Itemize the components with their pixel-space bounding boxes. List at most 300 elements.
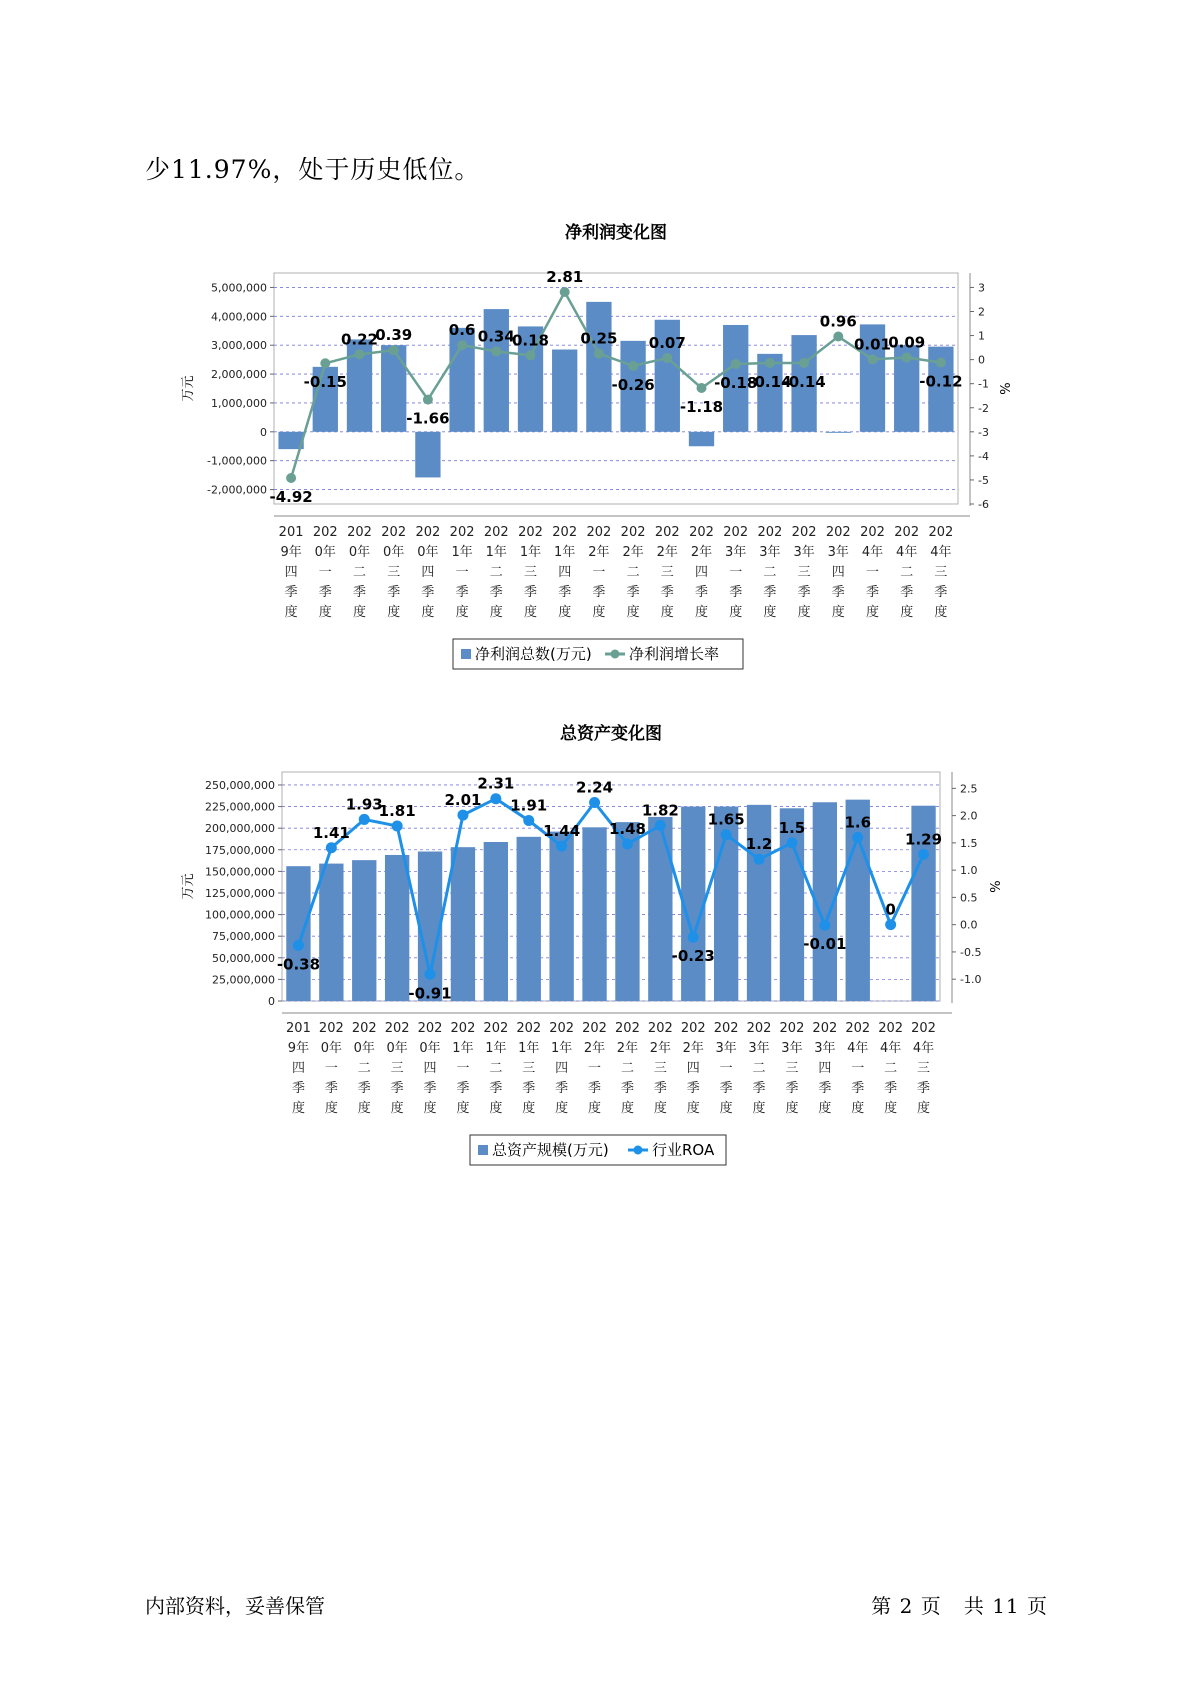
- y2-axis-label: %: [999, 382, 1014, 395]
- x-tick-label: 1年: [485, 1041, 507, 1056]
- total-assets-chart-container: [0, 715, 1191, 1179]
- bar: [381, 345, 406, 432]
- x-tick-label: 202: [723, 525, 749, 540]
- line-point: [594, 349, 604, 359]
- x-tick-label: 度: [934, 605, 948, 620]
- x-tick-label: 三: [390, 1061, 404, 1076]
- data-label: 0: [885, 900, 896, 919]
- x-tick-label: 度: [558, 605, 572, 620]
- x-tick-label: 季: [324, 1081, 338, 1096]
- data-label: 1.65: [707, 810, 745, 829]
- line-point: [799, 358, 809, 368]
- net-profit-chart: [0, 220, 1191, 680]
- data-label: 1.41: [312, 823, 350, 842]
- x-tick-label: 三: [797, 565, 811, 580]
- x-tick-label: 9年: [287, 1041, 310, 1056]
- x-tick-label: 4年: [912, 1041, 935, 1056]
- data-label: 0.96: [819, 312, 857, 331]
- total-assets-chart: [0, 715, 1191, 1175]
- y2-tick-label: 1.0: [960, 864, 978, 878]
- x-tick-label: 度: [900, 605, 914, 620]
- line-point: [868, 354, 878, 364]
- x-tick-label: 度: [387, 605, 401, 620]
- x-tick-label: 度: [522, 1101, 536, 1116]
- footer-total-unit: 页: [1027, 1594, 1048, 1618]
- line-point: [326, 842, 337, 853]
- x-tick-label: 2年: [622, 545, 644, 560]
- x-tick-label: 度: [456, 1101, 470, 1116]
- data-label: 1.6: [844, 813, 872, 832]
- footer-page-number: 2: [899, 1594, 914, 1618]
- x-tick-label: 0年: [320, 1041, 342, 1056]
- x-tick-label: 季: [900, 585, 914, 600]
- x-tick-label: 度: [763, 605, 777, 620]
- data-label: 2.01: [444, 791, 482, 810]
- data-label: -1.66: [406, 409, 450, 428]
- legend: [470, 1135, 726, 1165]
- line-point: [731, 359, 741, 369]
- y2-tick-label: -1.0: [960, 973, 982, 987]
- x-tick-label: 一: [455, 565, 469, 580]
- x-tick-label: 一: [729, 565, 743, 580]
- bar: [319, 864, 343, 1001]
- x-tick-label: 二: [352, 565, 367, 580]
- x-tick-label: 4年: [880, 1041, 902, 1056]
- x-tick-label: 202: [845, 1021, 871, 1036]
- x-tick-label: 季: [456, 1081, 470, 1096]
- x-tick-label: 度: [797, 605, 811, 620]
- x-tick-label: 2年: [690, 545, 713, 560]
- y-tick-label: 75,000,000: [212, 930, 275, 944]
- x-tick-label: 1年: [485, 545, 507, 560]
- line-point: [293, 940, 304, 951]
- x-tick-label: 季: [797, 585, 811, 600]
- x-tick-label: 202: [860, 525, 885, 540]
- y-tick-label: 175,000,000: [205, 843, 275, 857]
- x-tick-label: 2年: [583, 1041, 606, 1056]
- data-label: 0.22: [340, 330, 379, 349]
- x-tick-label: 202: [689, 525, 714, 540]
- x-tick-label: 季: [423, 1081, 437, 1096]
- x-tick-label: 0年: [386, 1041, 408, 1056]
- x-tick-label: 季: [851, 1081, 865, 1096]
- x-tick-label: 二: [763, 565, 777, 580]
- y-tick-label: 150,000,000: [205, 865, 275, 879]
- data-label: -0.15: [303, 373, 347, 392]
- y-tick-label: -2,000,000: [207, 483, 267, 497]
- x-tick-label: 季: [352, 585, 367, 600]
- x-tick-label: 202: [680, 1021, 706, 1036]
- x-tick-label: 季: [785, 1081, 799, 1096]
- x-tick-label: 202: [483, 1021, 509, 1036]
- x-tick-label: 4年: [847, 1041, 869, 1056]
- x-tick-label: 度: [555, 1101, 569, 1116]
- x-tick-label: 四: [686, 1061, 700, 1076]
- data-label: 0.39: [375, 326, 413, 345]
- x-tick-label: 202: [713, 1021, 739, 1036]
- x-tick-label: 度: [421, 605, 435, 620]
- x-tick-label: 202: [516, 1021, 542, 1036]
- y2-tick-label: 1: [978, 329, 985, 343]
- x-tick-label: 度: [729, 605, 743, 620]
- x-tick-label: 度: [626, 605, 640, 620]
- x-tick-label: 202: [415, 525, 441, 540]
- line-point: [423, 395, 433, 405]
- x-tick-label: 1年: [451, 545, 473, 560]
- x-tick-label: 2年: [616, 1041, 639, 1056]
- line-point: [457, 810, 468, 821]
- x-tick-label: 202: [351, 1021, 377, 1036]
- line-point: [359, 814, 370, 825]
- line-point: [425, 969, 436, 980]
- line-point: [392, 820, 403, 831]
- x-tick-label: 二: [357, 1061, 371, 1076]
- bar: [451, 847, 475, 1001]
- bar: [415, 432, 440, 478]
- x-tick-label: 季: [390, 1081, 404, 1096]
- y-axis-label: 万元: [181, 375, 196, 402]
- footer-page-prefix: 第: [871, 1594, 893, 1618]
- x-tick-label: 二: [900, 565, 914, 580]
- x-tick-label: 季: [455, 585, 469, 600]
- x-tick-label: 季: [653, 1081, 667, 1096]
- x-tick-label: 季: [523, 585, 538, 600]
- x-tick-label: 季: [387, 585, 401, 600]
- x-tick-label: 季: [284, 585, 298, 600]
- x-tick-label: 季: [818, 1081, 832, 1096]
- x-tick-label: 二: [752, 1061, 766, 1076]
- x-tick-label: 0年: [314, 545, 336, 560]
- y2-axis-label: %: [989, 880, 1004, 893]
- bar: [648, 817, 672, 1001]
- line-point: [902, 352, 912, 362]
- line-point: [754, 854, 765, 865]
- x-tick-label: 一: [324, 1061, 338, 1076]
- x-tick-label: 三: [387, 565, 401, 580]
- x-tick-label: 202: [312, 525, 338, 540]
- legend-line-label: 净利润增长率: [629, 645, 720, 663]
- x-tick-label: 度: [423, 1101, 437, 1116]
- x-tick-label: 202: [449, 525, 475, 540]
- x-tick-label: 季: [522, 1081, 536, 1096]
- y-tick-label: 2,000,000: [211, 368, 267, 382]
- line-point: [389, 345, 399, 355]
- x-tick-label: 202: [894, 525, 920, 540]
- data-label: 1.5: [778, 818, 806, 837]
- x-tick-label: 季: [917, 1081, 931, 1096]
- x-tick-label: 201: [286, 1021, 311, 1036]
- x-tick-label: 度: [455, 605, 469, 620]
- x-tick-label: 季: [660, 585, 674, 600]
- x-tick-label: 度: [357, 1101, 371, 1116]
- data-label: -0.14: [782, 372, 826, 391]
- y-tick-label: 1,000,000: [211, 396, 267, 410]
- chart-title: 净利润变化图: [565, 223, 667, 243]
- y2-tick-label: -0.5: [960, 945, 982, 959]
- x-tick-label: 四: [423, 1061, 437, 1076]
- x-tick-label: 季: [752, 1081, 766, 1096]
- legend-line-label: 行业ROA: [652, 1141, 715, 1159]
- x-tick-label: 季: [489, 1081, 503, 1096]
- x-tick-label: 202: [615, 1021, 640, 1036]
- line-point: [697, 383, 707, 393]
- x-tick-label: 3年: [748, 1041, 770, 1056]
- x-tick-label: 0年: [417, 545, 439, 560]
- x-tick-label: 202: [779, 1021, 805, 1036]
- x-tick-label: 0年: [353, 1041, 375, 1056]
- data-label: 0.34: [477, 327, 515, 346]
- y2-tick-label: -3: [978, 425, 989, 439]
- x-tick-label: 度: [851, 1101, 865, 1116]
- x-tick-label: 3年: [759, 545, 781, 560]
- data-label: 0.6: [448, 321, 476, 340]
- y2-tick-label: 2: [978, 305, 985, 319]
- x-tick-label: 季: [729, 585, 743, 600]
- y2-tick-label: 3: [978, 281, 985, 295]
- x-tick-label: 度: [785, 1101, 799, 1116]
- x-tick-label: 1年: [519, 545, 542, 560]
- y-tick-label: 250,000,000: [205, 778, 275, 792]
- x-tick-label: 度: [390, 1101, 404, 1116]
- x-tick-label: 度: [352, 605, 367, 620]
- x-tick-label: 季: [694, 585, 709, 600]
- line-point: [491, 346, 501, 356]
- data-label: -0.01: [803, 935, 847, 954]
- data-label: -4.92: [269, 488, 313, 507]
- data-label: 1.91: [510, 796, 548, 815]
- y-tick-label: -1,000,000: [207, 454, 267, 468]
- x-tick-label: 季: [763, 585, 777, 600]
- x-tick-label: 二: [489, 1061, 503, 1076]
- data-label: 1.2: [745, 835, 773, 854]
- net-profit-chart-container: [0, 220, 1191, 684]
- x-tick-label: 202: [582, 1021, 607, 1036]
- x-tick-label: 季: [357, 1081, 371, 1096]
- y-tick-label: 50,000,000: [212, 951, 275, 965]
- x-tick-label: 度: [620, 1101, 634, 1116]
- bar: [385, 855, 409, 1001]
- y2-tick-label: -2: [978, 401, 989, 415]
- line-point: [688, 932, 699, 943]
- x-tick-label: 0年: [348, 545, 371, 560]
- y2-tick-label: 2.5: [960, 782, 978, 796]
- x-tick-label: 202: [647, 1021, 673, 1036]
- line-point: [765, 358, 775, 368]
- x-tick-label: 1年: [551, 1041, 573, 1056]
- y2-tick-label: -4: [978, 449, 989, 463]
- x-tick-label: 三: [653, 1061, 667, 1076]
- x-tick-label: 202: [347, 525, 372, 540]
- line-point: [819, 920, 830, 931]
- x-tick-label: 四: [558, 565, 572, 580]
- y-axis-label: 万元: [181, 873, 196, 900]
- bar: [552, 350, 577, 432]
- x-tick-label: 201: [278, 525, 304, 540]
- x-tick-label: 202: [552, 525, 578, 540]
- x-tick-label: 四: [818, 1061, 832, 1076]
- x-tick-label: 202: [928, 525, 954, 540]
- line-point: [833, 332, 843, 342]
- line-point: [655, 820, 666, 831]
- x-tick-label: 度: [284, 605, 298, 620]
- footer-page-unit: 页: [920, 1594, 942, 1618]
- data-label: -0.91: [408, 984, 452, 1003]
- line-point: [628, 361, 638, 371]
- bar: [780, 808, 804, 1001]
- x-tick-label: 202: [417, 1021, 443, 1036]
- x-tick-label: 3年: [715, 1041, 737, 1056]
- y2-tick-label: 1.5: [960, 836, 978, 850]
- x-tick-label: 季: [620, 1081, 634, 1096]
- y2-tick-label: 0.0: [960, 918, 978, 932]
- line-point: [662, 353, 672, 363]
- x-tick-label: 202: [825, 525, 851, 540]
- x-tick-label: 一: [592, 565, 606, 580]
- data-label: 0.25: [580, 329, 618, 348]
- bar: [352, 860, 376, 1001]
- line-point: [721, 829, 732, 840]
- data-label: 0.18: [511, 331, 550, 350]
- x-tick-label: 度: [523, 605, 538, 620]
- x-tick-label: 一: [456, 1061, 470, 1076]
- bar: [286, 866, 310, 1001]
- x-tick-label: 四: [831, 565, 845, 580]
- footer-total-prefix: 共: [963, 1594, 985, 1618]
- data-label: -0.26: [611, 375, 655, 394]
- y-tick-label: 4,000,000: [211, 310, 267, 324]
- x-tick-label: 度: [653, 1101, 667, 1116]
- data-label: 1.29: [905, 830, 943, 849]
- data-label: 0.01: [853, 335, 892, 354]
- data-label: -0.14: [748, 372, 792, 391]
- data-label: 1.81: [378, 801, 416, 820]
- y2-tick-label: -1: [978, 377, 989, 391]
- x-tick-label: 202: [791, 525, 817, 540]
- line-point: [523, 815, 534, 826]
- data-label: -0.23: [671, 947, 715, 966]
- line-point: [786, 837, 797, 848]
- line-point: [286, 473, 296, 483]
- legend-bar-label: 总资产规模(万元): [492, 1141, 609, 1159]
- bar: [586, 302, 611, 432]
- line-point: [918, 849, 929, 860]
- data-label: 0.07: [648, 333, 686, 352]
- data-label: -1.18: [679, 398, 724, 417]
- x-tick-label: 202: [654, 525, 680, 540]
- x-tick-label: 度: [291, 1101, 305, 1116]
- x-tick-label: 度: [592, 605, 606, 620]
- data-label: 1.82: [641, 801, 679, 820]
- x-tick-label: 季: [831, 585, 845, 600]
- x-tick-label: 202: [812, 1021, 838, 1036]
- x-tick-label: 季: [719, 1081, 733, 1096]
- y2-tick-label: 0: [978, 353, 985, 367]
- x-tick-label: 202: [518, 525, 543, 540]
- x-tick-label: 9年: [280, 545, 302, 560]
- x-tick-label: 四: [421, 565, 435, 580]
- footer-confidential-note: 内部资料，妥善保管: [145, 1594, 325, 1618]
- x-tick-label: 三: [523, 565, 538, 580]
- x-tick-label: 202: [878, 1021, 904, 1036]
- x-tick-label: 度: [588, 1101, 602, 1116]
- line-point: [885, 919, 896, 930]
- line-point: [560, 287, 570, 297]
- line-point: [556, 841, 567, 852]
- bar: [689, 432, 714, 446]
- y2-tick-label: 2.0: [960, 809, 978, 823]
- x-tick-label: 四: [555, 1061, 569, 1076]
- x-tick-label: 4年: [861, 545, 884, 560]
- data-label: 1.48: [608, 819, 646, 838]
- bar: [582, 827, 606, 1001]
- x-tick-label: 度: [865, 605, 880, 620]
- y2-tick-label: -5: [978, 473, 989, 487]
- line-point: [490, 793, 501, 804]
- x-tick-label: 度: [660, 605, 674, 620]
- bar: [549, 832, 573, 1001]
- x-tick-label: 1年: [452, 1041, 474, 1056]
- x-tick-label: 三: [785, 1061, 799, 1076]
- x-tick-label: 季: [318, 585, 332, 600]
- x-tick-label: 202: [620, 525, 646, 540]
- x-tick-label: 度: [489, 605, 503, 620]
- x-tick-label: 一: [318, 565, 332, 580]
- x-tick-label: 4年: [896, 545, 918, 560]
- x-tick-label: 202: [483, 525, 509, 540]
- x-tick-label: 度: [489, 1101, 503, 1116]
- x-tick-label: 202: [757, 525, 783, 540]
- x-tick-label: 三: [934, 565, 948, 580]
- y-tick-label: 25,000,000: [212, 973, 275, 987]
- x-tick-label: 二: [884, 1061, 898, 1076]
- line-point: [320, 358, 330, 368]
- x-tick-label: 度: [318, 605, 332, 620]
- y-tick-label: 3,000,000: [211, 339, 267, 353]
- footer-total-number: 11: [992, 1594, 1020, 1618]
- x-tick-label: 度: [719, 1101, 733, 1116]
- data-label: 2.81: [546, 268, 584, 287]
- x-tick-label: 2年: [682, 1041, 704, 1056]
- x-tick-label: 一: [865, 565, 880, 580]
- x-tick-label: 3年: [725, 545, 747, 560]
- x-tick-label: 3年: [814, 1041, 836, 1056]
- x-tick-label: 202: [384, 1021, 410, 1036]
- x-tick-label: 3年: [781, 1041, 803, 1056]
- x-tick-label: 季: [934, 585, 948, 600]
- x-tick-label: 季: [421, 585, 435, 600]
- x-tick-label: 202: [318, 1021, 344, 1036]
- y-tick-label: 0: [268, 995, 275, 1008]
- x-tick-label: 度: [831, 605, 845, 620]
- data-label: -0.12: [919, 372, 963, 391]
- bar: [484, 842, 508, 1001]
- x-tick-label: 二: [620, 1061, 634, 1076]
- x-tick-label: 四: [284, 565, 298, 580]
- x-tick-label: 四: [291, 1061, 305, 1076]
- x-tick-label: 度: [324, 1101, 338, 1116]
- x-tick-label: 三: [917, 1061, 931, 1076]
- legend-line-marker: [611, 650, 620, 659]
- line-point: [852, 832, 863, 843]
- line-point: [589, 797, 600, 808]
- legend-bar-swatch: [461, 649, 471, 659]
- y2-tick-label: -6: [978, 498, 989, 511]
- line-point: [526, 350, 536, 360]
- x-tick-label: 1年: [554, 545, 576, 560]
- x-tick-label: 季: [884, 1081, 898, 1096]
- legend-line-marker: [634, 1146, 643, 1155]
- x-tick-label: 四: [694, 565, 709, 580]
